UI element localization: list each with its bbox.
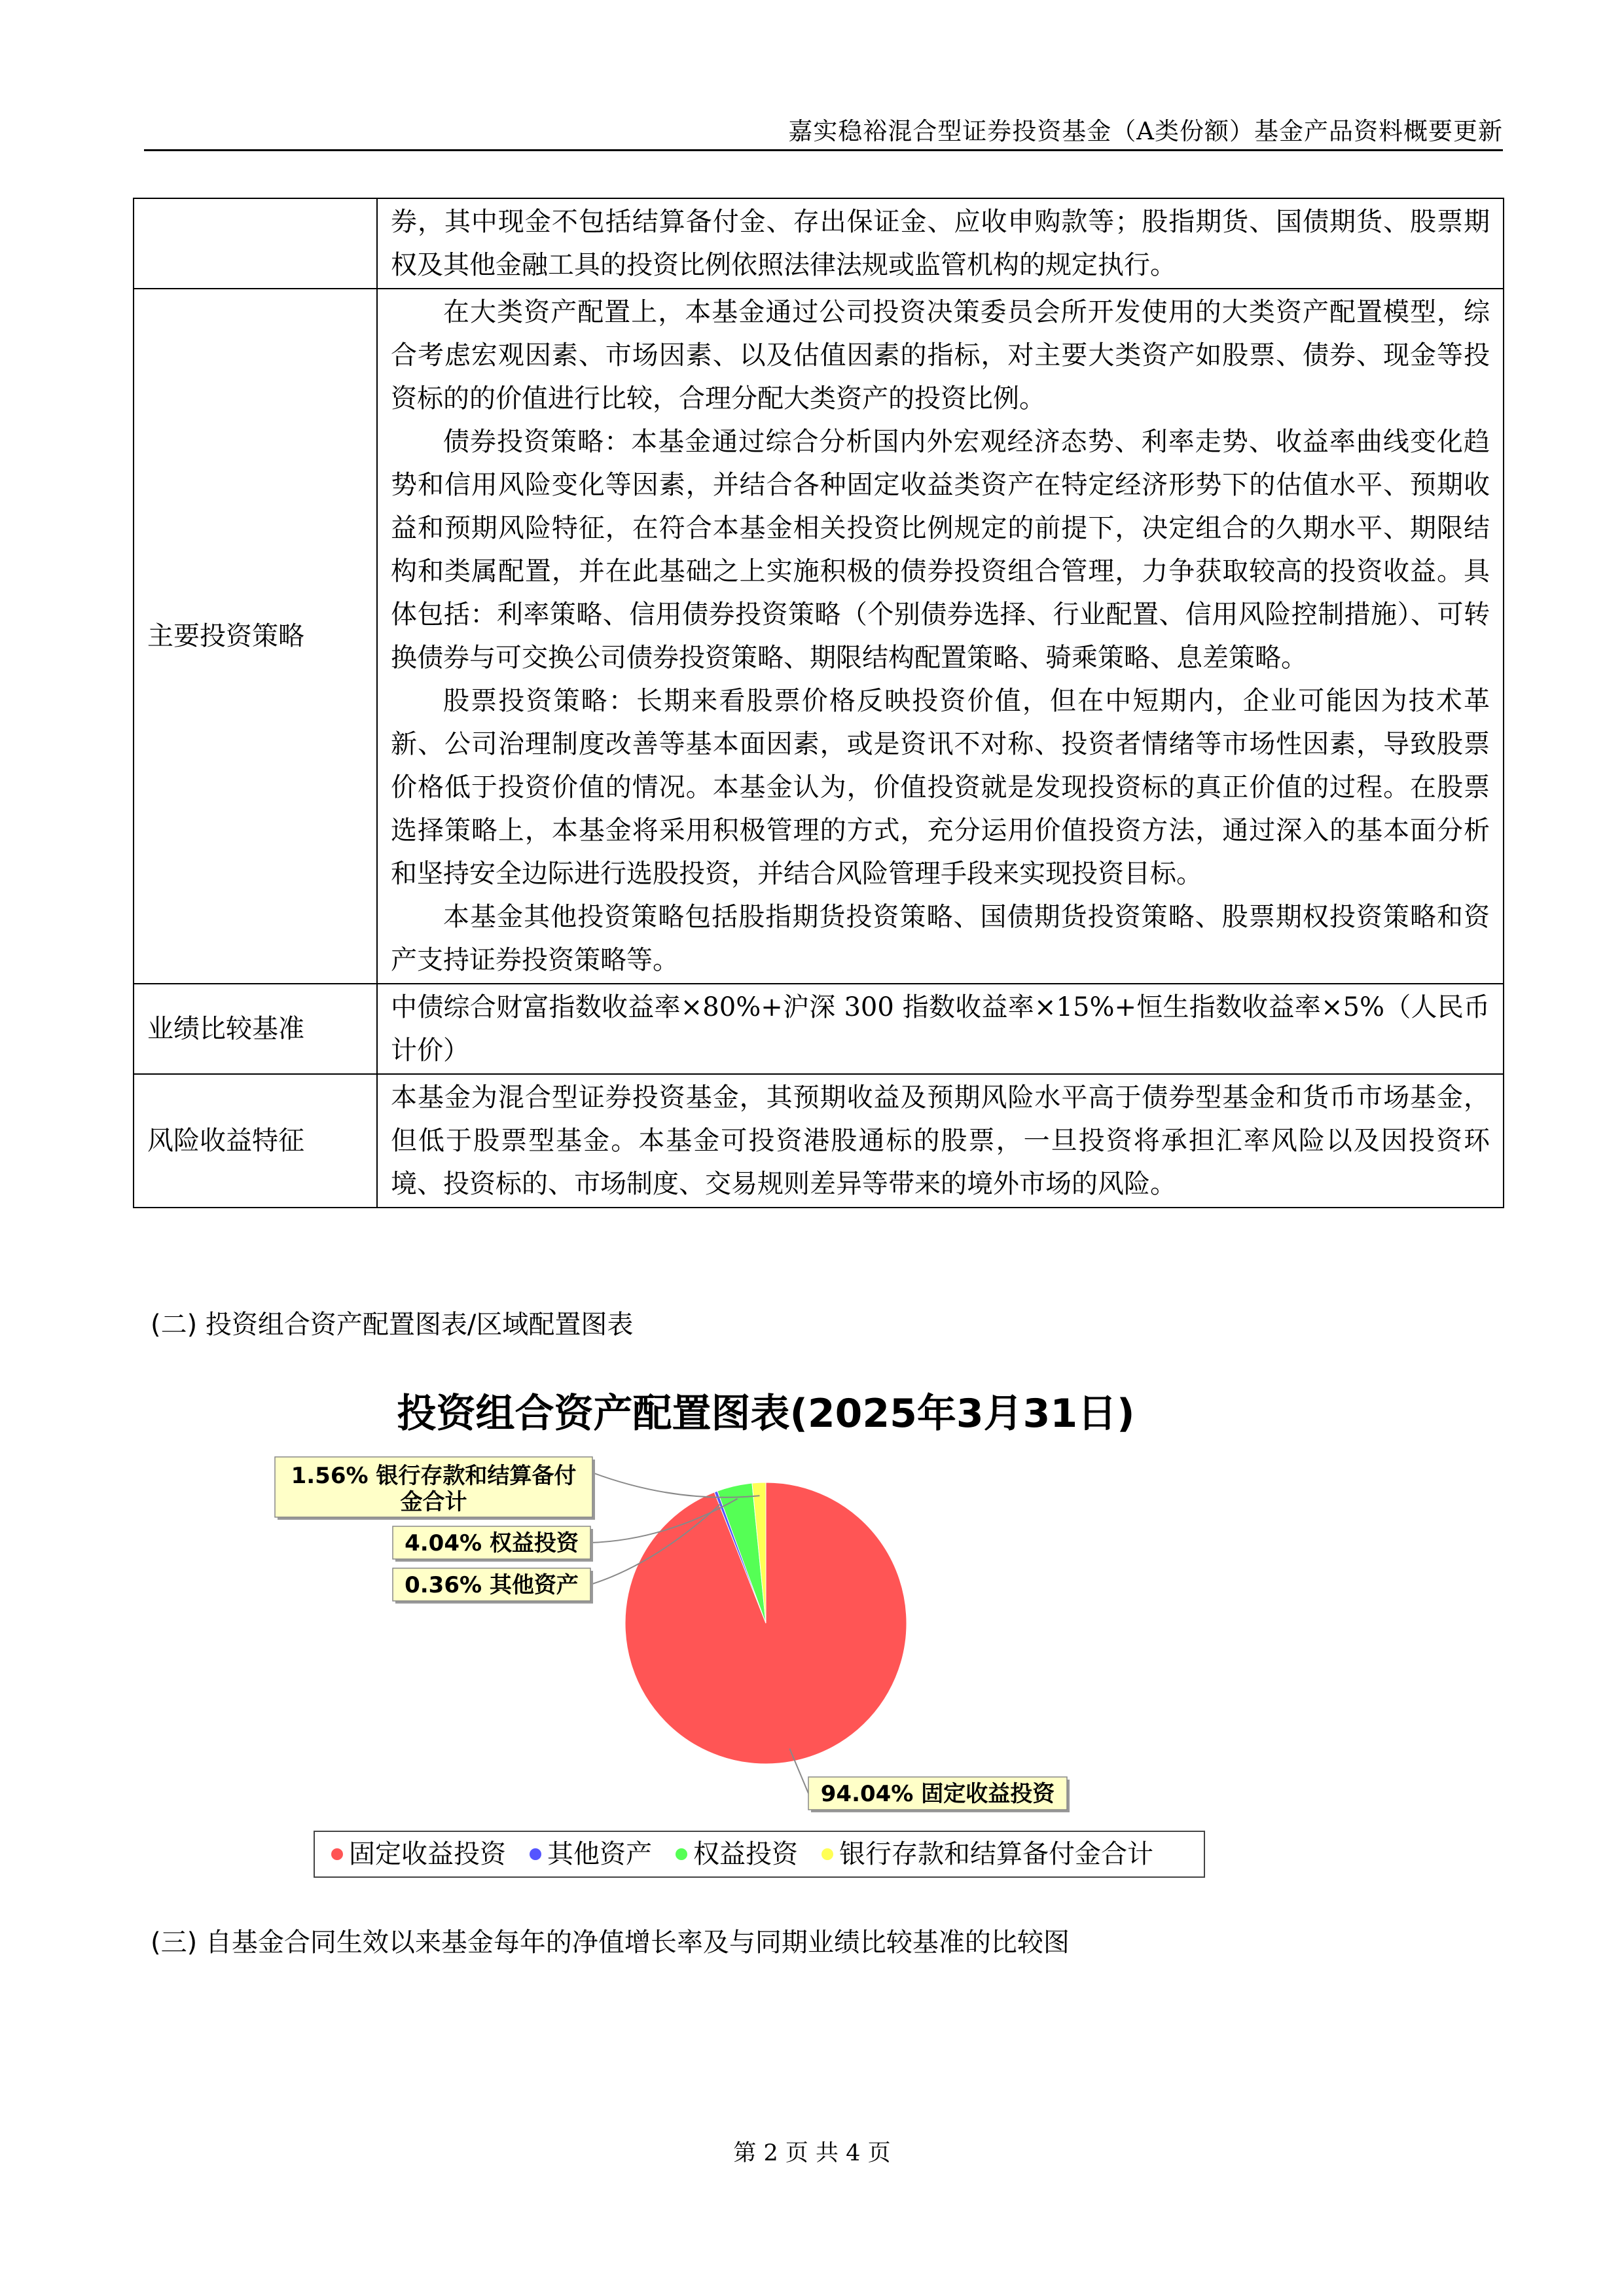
content-paragraph: 本基金为混合型证券投资基金，其预期收益及预期风险水平高于债券型基金和货币市场基金，但低于股票型基金。本基金可投资港股通标的股票，一旦投资将承担汇率风险以及因投资环境、投资标的、市场制度、交易规则差异等带来的境外市场的风险。	[391, 1083, 1490, 1199]
content-paragraph: 中债综合财富指数收益率×80%+沪深 300 指数收益率×15%+恒生指数收益率×5%（人民币计价）	[391, 992, 1490, 1066]
row-content	[377, 1074, 1504, 1208]
legend-item: 固定收益投资	[349, 1839, 506, 1869]
row-label: 业绩比较基准	[134, 984, 377, 1074]
document-header-title: 嘉实稳裕混合型证券投资基金（A类份额）基金产品资料概要更新	[788, 117, 1503, 145]
legend-marker	[676, 1848, 687, 1860]
slice-label: 94.04% 固定收益投资	[820, 1781, 1055, 1807]
section-2-heading: (二) 投资组合资产配置图表/区域配置图表	[151, 1310, 634, 1340]
fund-info-table	[133, 198, 1504, 1208]
row-label: 风险收益特征	[134, 1074, 377, 1208]
legend-item: 权益投资	[693, 1839, 798, 1869]
legend-marker	[331, 1848, 343, 1860]
table-row	[134, 984, 1504, 1074]
table-row	[134, 289, 1504, 984]
legend-marker	[530, 1848, 541, 1860]
legend-item: 银行存款和结算备付金合计	[839, 1839, 1153, 1869]
header-divider	[144, 149, 1503, 151]
section-3-heading: (三) 自基金合同生效以来基金每年的净值增长率及与同期业绩比较基准的比较图	[151, 1928, 1070, 1958]
legend-item: 其他资产	[547, 1839, 652, 1869]
chart-title: 投资组合资产配置图表(2025年3月31日)	[397, 1391, 1135, 1437]
asset-allocation-pie-chart	[262, 1381, 1244, 1885]
row-content	[377, 198, 1504, 289]
row-label: 主要投资策略	[134, 289, 377, 984]
content-paragraph: 在大类资产配置上，本基金通过公司投资决策委员会所开发使用的大类资产配置模型，综合考虑宏观因素、市场因素、以及估值因素的指标，对主要大类资产如股票、债券、现金等投资标的的价值进行比较，合理分配大类资产的投资比例。	[391, 297, 1490, 414]
legend-marker	[821, 1848, 833, 1860]
table-row	[134, 1074, 1504, 1208]
table-row	[134, 198, 1504, 289]
slice-label: 1.56% 银行存款和结算备付	[291, 1463, 577, 1489]
content-paragraph: 本基金其他投资策略包括股指期货投资策略、国债期货投资策略、股票期权投资策略和资产支持证券投资策略等。	[391, 902, 1490, 975]
content-paragraph: 债券投资策略：本基金通过综合分析国内外宏观经济态势、利率走势、收益率曲线变化趋势和信用风险变化等因素，并结合各种固定收益类资产在特定经济形势下的估值水平、预期收益和预期风险特征，在符合本基金相关投资比例规定的前提下，决定组合的久期水平、期限结构和类属配置，并在此基础之上实施积极的债券投资组合管理，力争获取较高的投资收益。具体包括：利率策略、信用债券投资策略（个别债券选择、行业配置、信用风险控制措施）、可转换债券与可交换公司债券投资策略、期限结构配置策略、骑乘策略、息差策略。	[391, 427, 1490, 673]
page-footer: 第 2 页 共 4 页	[733, 2140, 891, 2166]
content-paragraph: 股票投资策略：长期来看股票价格反映投资价值，但在中短期内，企业可能因为技术革新、公司治理制度改善等基本面因素，或是资讯不对称、投资者情绪等市场性因素，导致股票价格低于投资价值的情况。本基金认为，价值投资就是发现投资标的真正价值的过程。在股票选择策略上，本基金将采用积极管理的方式，充分运用价值投资方法，通过深入的基本面分析和坚持安全边际进行选股投资，并结合风险管理手段来实现投资目标。	[391, 686, 1490, 889]
slice-label: 金合计	[400, 1489, 467, 1515]
content-paragraph: 券，其中现金不包括结算备付金、存出保证金、应收申购款等；股指期货、国债期货、股票期权及其他金融工具的投资比例依照法律法规或监管机构的规定执行。	[391, 207, 1490, 280]
row-content	[377, 984, 1504, 1074]
slice-label: 0.36% 其他资产	[405, 1572, 579, 1598]
slice-label: 4.04% 权益投资	[405, 1530, 579, 1556]
row-content	[377, 289, 1504, 984]
row-label	[134, 198, 377, 289]
